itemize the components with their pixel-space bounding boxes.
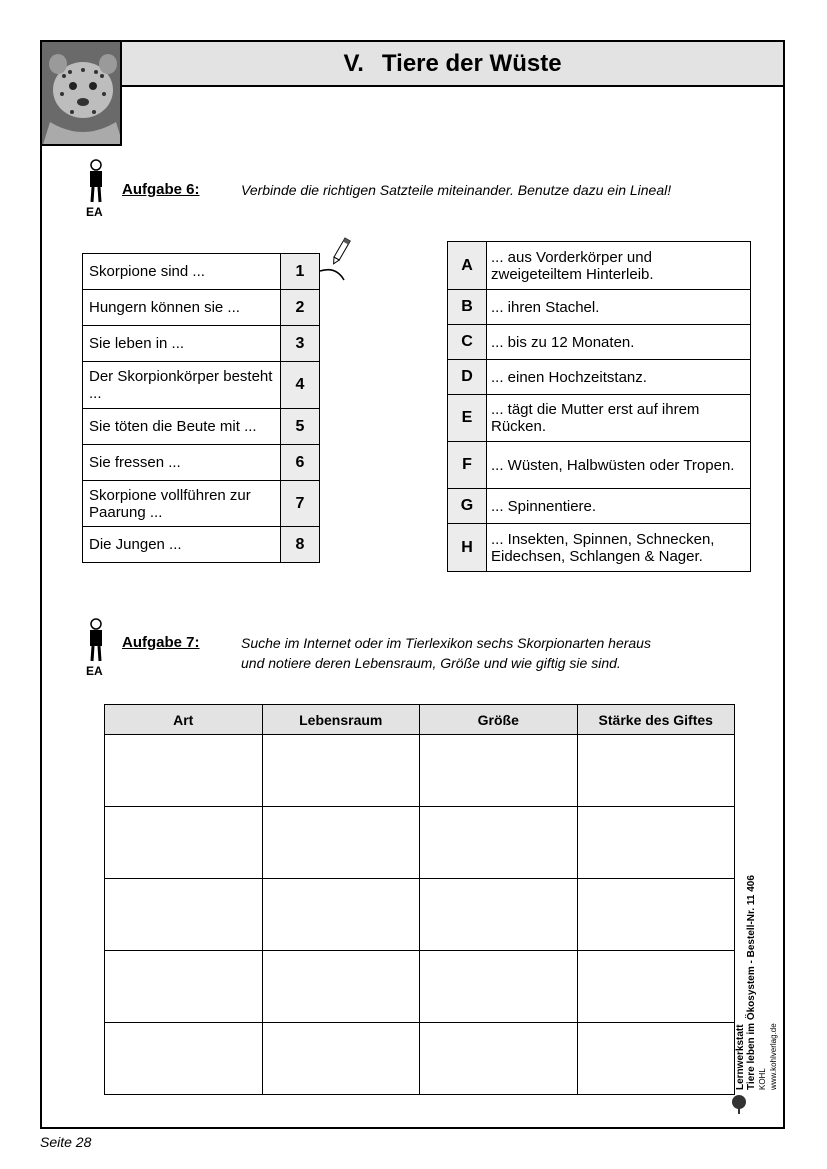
answer-cell[interactable] bbox=[577, 951, 735, 1023]
answer-cell[interactable] bbox=[262, 735, 420, 807]
answer-cell[interactable] bbox=[577, 1023, 735, 1095]
sentence-end-row bbox=[448, 325, 751, 360]
sentence-end-row bbox=[448, 360, 751, 395]
task6-instruction: Verbinde die richtigen Satzteile miteinander. Benutze dazu ein Lineal! bbox=[241, 182, 672, 198]
column-header: Größe bbox=[420, 705, 578, 735]
sentence-start-number: 8 bbox=[281, 527, 320, 563]
ea-badge: EA bbox=[86, 664, 103, 678]
chapter-title: Tiere der Wüste bbox=[381, 49, 562, 77]
sentence-start-number: 7 bbox=[281, 481, 320, 527]
sentence-start-text: Skorpione vollführen zur Paarung ... bbox=[83, 481, 281, 527]
publisher-sidebar bbox=[735, 875, 779, 1090]
sentence-end-text: ... Spinnentiere. bbox=[487, 489, 751, 524]
sentence-end-letter: A bbox=[448, 242, 487, 290]
tree-logo-icon bbox=[730, 1094, 748, 1114]
publisher-url: www.kohlverlag.de bbox=[769, 1023, 778, 1090]
sentence-end-letter: B bbox=[448, 290, 487, 325]
answer-cell[interactable] bbox=[262, 807, 420, 879]
sentence-end-row bbox=[448, 395, 751, 442]
sentence-start-text: Hungern können sie ... bbox=[83, 290, 281, 326]
table-row bbox=[105, 807, 735, 879]
page-number: Seite 28 bbox=[40, 1134, 92, 1150]
sentence-start-number: 1 bbox=[281, 254, 320, 290]
sidebar-line2: Tiere leben im Ökosystem - Bestell-Nr. 11 406 bbox=[746, 875, 757, 1090]
sentence-end-text: ... einen Hochzeitstanz. bbox=[487, 360, 751, 395]
sentence-start-text: Sie leben in ... bbox=[83, 326, 281, 362]
table-row bbox=[105, 951, 735, 1023]
sentence-end-letter: E bbox=[448, 395, 487, 442]
task7-instruction-line1: Suche im Internet oder im Tierlexikon sechs Skorpionarten heraus bbox=[241, 635, 651, 651]
column-header: Lebensraum bbox=[262, 705, 420, 735]
sentence-start-number: 5 bbox=[281, 409, 320, 445]
pencil-icon bbox=[318, 236, 354, 286]
table-row bbox=[105, 1023, 735, 1095]
ea-badge: EA bbox=[86, 205, 103, 219]
sentence-end-text: ... Insekten, Spinnen, Schnecken, Eidechsen, Schlangen & Nager. bbox=[487, 524, 751, 572]
sentence-start-table bbox=[82, 253, 320, 563]
sentence-start-text: Sie fressen ... bbox=[83, 445, 281, 481]
column-header: Art bbox=[105, 705, 263, 735]
sentence-start-number: 2 bbox=[281, 290, 320, 326]
sentence-end-row bbox=[448, 489, 751, 524]
chapter-number: V. bbox=[343, 49, 364, 77]
answer-cell[interactable] bbox=[105, 879, 263, 951]
page-title bbox=[120, 40, 785, 87]
answer-cell[interactable] bbox=[420, 879, 578, 951]
sentence-end-text: ... ihren Stachel. bbox=[487, 290, 751, 325]
sentence-end-letter: H bbox=[448, 524, 487, 572]
table-row bbox=[105, 735, 735, 807]
answer-cell[interactable] bbox=[420, 1023, 578, 1095]
answer-cell[interactable] bbox=[262, 1023, 420, 1095]
sentence-end-row bbox=[448, 524, 751, 572]
answer-cell[interactable] bbox=[105, 807, 263, 879]
sentence-end-row bbox=[448, 290, 751, 325]
table-row bbox=[105, 879, 735, 951]
answer-cell[interactable] bbox=[420, 735, 578, 807]
task7-instruction bbox=[241, 633, 651, 673]
answer-cell[interactable] bbox=[262, 879, 420, 951]
answer-cell[interactable] bbox=[420, 951, 578, 1023]
leopard-cub-photo bbox=[40, 40, 122, 146]
task6-label: Aufgabe 6: bbox=[122, 181, 200, 198]
scorpion-species-table bbox=[104, 704, 735, 1095]
sentence-start-number: 3 bbox=[281, 326, 320, 362]
sentence-start-row bbox=[83, 290, 320, 326]
answer-cell[interactable] bbox=[577, 879, 735, 951]
task7-instruction-line2: und notiere deren Lebensraum, Größe und wie giftig sie sind. bbox=[241, 655, 621, 671]
sentence-start-text: Die Jungen ... bbox=[83, 527, 281, 563]
answer-cell[interactable] bbox=[420, 807, 578, 879]
sentence-start-row bbox=[83, 445, 320, 481]
sentence-end-text: ... Wüsten, Halbwüsten oder Tropen. bbox=[487, 442, 751, 489]
sentence-end-row bbox=[448, 242, 751, 290]
sentence-start-row bbox=[83, 362, 320, 409]
sentence-start-row bbox=[83, 481, 320, 527]
sentence-start-row bbox=[83, 527, 320, 563]
sentence-end-letter: G bbox=[448, 489, 487, 524]
sentence-start-row bbox=[83, 254, 320, 290]
sentence-end-text: ... tägt die Mutter erst auf ihrem Rücken. bbox=[487, 395, 751, 442]
answer-cell[interactable] bbox=[577, 807, 735, 879]
sentence-start-text: Sie töten die Beute mit ... bbox=[83, 409, 281, 445]
answer-cell[interactable] bbox=[262, 951, 420, 1023]
sentence-end-row bbox=[448, 442, 751, 489]
sentence-start-number: 6 bbox=[281, 445, 320, 481]
answer-cell[interactable] bbox=[577, 735, 735, 807]
answer-cell[interactable] bbox=[105, 1023, 263, 1095]
sentence-end-table bbox=[447, 241, 751, 572]
sentence-start-number: 4 bbox=[281, 362, 320, 409]
sentence-start-text: Der Skorpionkörper besteht ... bbox=[83, 362, 281, 409]
answer-cell[interactable] bbox=[105, 951, 263, 1023]
task7-label: Aufgabe 7: bbox=[122, 634, 200, 651]
answer-cell[interactable] bbox=[105, 735, 263, 807]
column-header: Stärke des Giftes bbox=[577, 705, 735, 735]
sentence-start-row bbox=[83, 326, 320, 362]
publisher-logo: KOHL bbox=[758, 1068, 767, 1090]
sidebar-line1: Lernwerkstatt bbox=[735, 1024, 746, 1090]
sentence-end-text: ... bis zu 12 Monaten. bbox=[487, 325, 751, 360]
sentence-start-text: Skorpione sind ... bbox=[83, 254, 281, 290]
sentence-end-text: ... aus Vorderkörper und zweigeteiltem Hinterleib. bbox=[487, 242, 751, 290]
sentence-end-letter: D bbox=[448, 360, 487, 395]
sentence-end-letter: C bbox=[448, 325, 487, 360]
sentence-start-row bbox=[83, 409, 320, 445]
sentence-end-letter: F bbox=[448, 442, 487, 489]
